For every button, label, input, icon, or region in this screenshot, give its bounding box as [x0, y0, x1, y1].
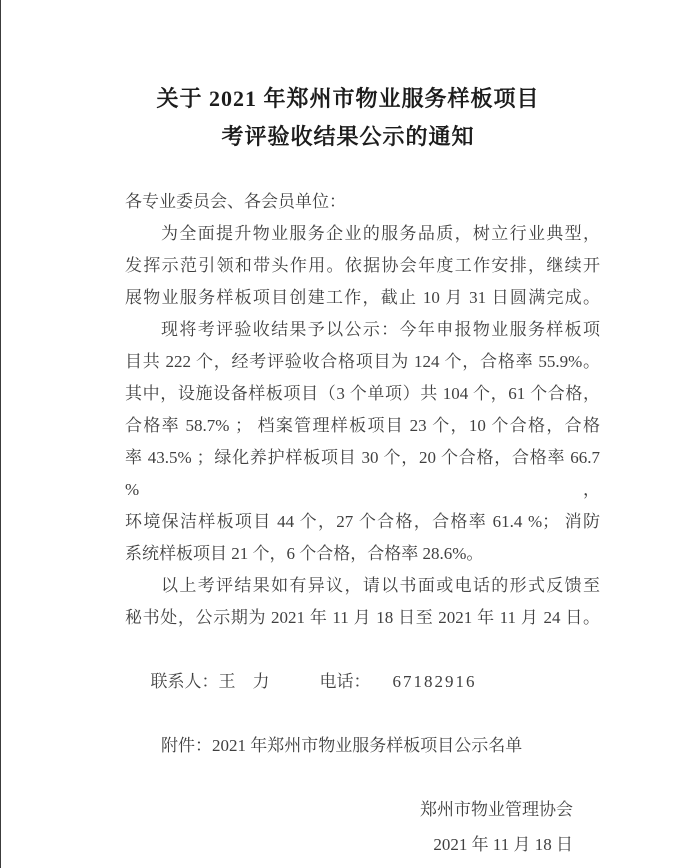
- contact-name: 王 力: [218, 672, 270, 691]
- paragraph2-line: 其中，设施设备样板项目（3 个单项）共 104 个，61 个合格，: [125, 384, 600, 403]
- signature-date: 2021 年 11 月 18 日: [433, 835, 573, 854]
- paragraph2-line: 目共 222 个，经考评验收合格项目为 124 个，合格率 55.9%。: [125, 352, 600, 371]
- phone-number: 67182916: [392, 672, 477, 691]
- contact-label: 联系人：: [150, 672, 219, 691]
- signature-organization: 郑州市物业管理协会: [420, 800, 573, 819]
- salutation-line: 各专业委员会、各会员单位：: [125, 192, 346, 211]
- phone-label: 电话：: [319, 672, 371, 691]
- paragraph3-line: 以上考评结果如有异议，请以书面或电话的形式反馈至: [161, 576, 600, 595]
- attachment-line: 附件：2021 年郑州市物业服务样板项目公示名单: [161, 736, 523, 755]
- paragraph2-line: 系统样板项目 21 个，6 个合格，合格率 28.6%。: [125, 544, 484, 563]
- notice-title-line-1: 关于 2021 年郑州市物业服务样板项目: [156, 86, 540, 111]
- notice-title: [1, 80, 695, 156]
- paragraph1-line: 为全面提升物业服务企业的服务品质，树立行业典型，: [161, 224, 600, 243]
- signature-block: [1, 792, 695, 862]
- paragraph2-line: 率 43.5% ；绿化养护样板项目 30 个，20 个合格，合格率 66.7 %，: [125, 448, 605, 499]
- paragraph1-line: 发挥示范引领和带头作用。依据协会年度工作安排，继续开: [125, 256, 600, 275]
- notice-body: [125, 186, 605, 762]
- paragraph2-line: 现将考评验收结果予以公示：今年申报物业服务样板项: [161, 320, 600, 339]
- contact-line: [125, 634, 600, 730]
- paragraph1-line: 展物业服务样板项目创建工作，截止 10 月 31 日圆满完成。: [125, 288, 600, 307]
- paragraph2-line: 环境保洁样板项目 44 个，27 个合格，合格率 61.4 %； 消防: [125, 512, 600, 531]
- paragraph2-line: 合格率 58.7% ； 档案管理样板项目 23 个，10 个合格，合格: [125, 416, 600, 435]
- notice-title-line-2: 考评验收结果公示的通知: [221, 124, 475, 149]
- paragraph3-line: 秘书处，公示期为 2021 年 11 月 18 日至 2021 年 11 月 24 日。: [125, 608, 600, 627]
